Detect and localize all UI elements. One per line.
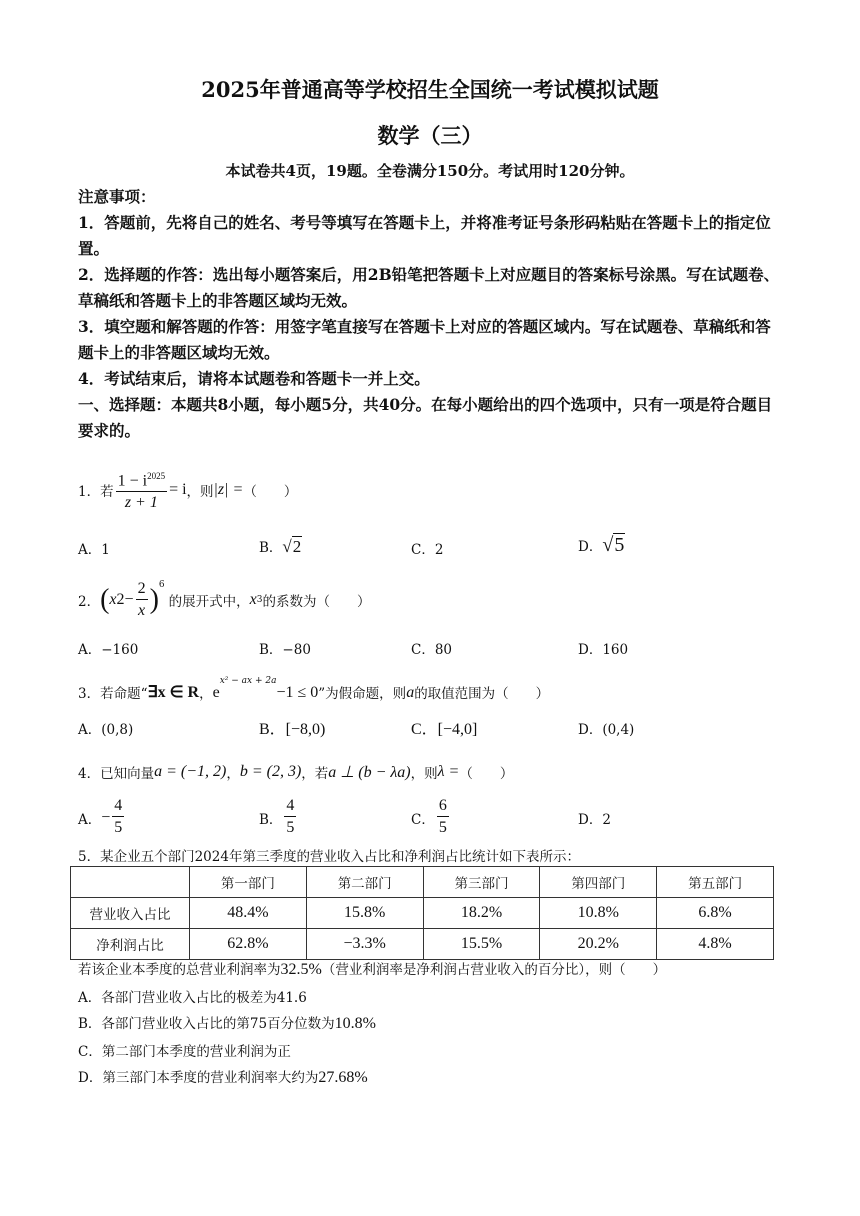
table-cell: −3.3% xyxy=(306,929,423,960)
q4-option-d[interactable]: D．2 xyxy=(578,812,611,828)
q4-option-b-num: 4 xyxy=(284,796,296,817)
q2-minus: − xyxy=(124,591,134,608)
q1-option-d[interactable] xyxy=(578,534,625,557)
table-header-cell xyxy=(71,867,190,898)
table-header-cell: 第五部门 xyxy=(657,867,774,898)
q3-a: a xyxy=(406,684,415,701)
q1-option-b-label: B． xyxy=(259,540,283,556)
table-cell: 15.8% xyxy=(306,898,423,929)
q4-option-b[interactable] xyxy=(259,796,298,839)
q5-option-d-text: D．第三部门本季度的营业利润率大约为 xyxy=(78,1070,319,1086)
q4-option-c-fraction xyxy=(437,796,449,839)
q5-option-a[interactable]: A．各部门营业收入占比的极差为41.6 xyxy=(78,990,307,1006)
q1-abs: |z| = xyxy=(213,481,244,498)
q2-x3: x xyxy=(249,591,257,608)
q3-text-c: 的取值范围为（ ） xyxy=(414,686,550,702)
table-cell: 48.4% xyxy=(190,898,307,929)
note-item-4: 4．考试结束后，请将本试题卷和答题卡一并上交。 xyxy=(78,369,430,388)
q4-option-a-num: 4 xyxy=(112,796,124,817)
q4-option-c-num: 6 xyxy=(437,796,449,817)
q4-tail: （ ） xyxy=(459,766,514,782)
q3-option-c[interactable]: C．[−4,0] xyxy=(411,721,478,738)
q1-denominator: z + 1 xyxy=(124,494,158,512)
q2-fraction xyxy=(136,579,148,622)
q3-text-b: ”为假命题，则 xyxy=(318,686,407,702)
section-heading: 一、选择题：本题共8小题，每小题5分，共40分。在每小题给出的四个选项中，只有一项是符合题目要求的。 xyxy=(78,395,773,440)
q3-comma: ， xyxy=(199,686,213,702)
q5-option-b[interactable] xyxy=(78,1012,376,1033)
q1-option-a[interactable]: A．1 xyxy=(78,542,110,558)
q2-option-a[interactable]: A．−160 xyxy=(78,642,139,658)
q3-option-b[interactable]: B．[−8,0) xyxy=(259,721,326,738)
table-cell: 18.2% xyxy=(423,898,540,929)
q4-option-c-label: C． xyxy=(411,811,435,828)
question-4 xyxy=(78,762,513,782)
q5-cond-b: （营业利润率是净利润占营业收入的百分比），则（ ） xyxy=(321,962,667,978)
q4-condition: a ⊥ (b − λa) xyxy=(328,764,411,781)
q3-option-a[interactable]: A．(0,8) xyxy=(78,722,134,738)
q4-option-b-fraction xyxy=(284,796,296,839)
table-cell: 62.8% xyxy=(190,929,307,960)
table-cell: 20.2% xyxy=(540,929,657,960)
q4-text-b: ，若 xyxy=(301,766,329,782)
q2-option-d[interactable]: D．160 xyxy=(578,642,629,658)
q2-option-b[interactable]: B．−80 xyxy=(259,642,311,658)
q2-x3-exp: 3 xyxy=(256,595,263,605)
table-header-cell: 第一部门 xyxy=(190,867,307,898)
q4-option-a-sign: − xyxy=(101,808,111,826)
q3-e: e xyxy=(212,684,220,701)
table-header-cell: 第二部门 xyxy=(306,867,423,898)
table-row xyxy=(71,898,774,929)
q4-vector-a: a = (−1, 2) xyxy=(154,763,227,780)
q2-x: x xyxy=(109,591,117,608)
table-row xyxy=(71,929,774,960)
notes-block xyxy=(78,184,784,444)
q1-mid: ，则 xyxy=(186,484,214,500)
q3-option-d[interactable]: D．(0,4) xyxy=(578,722,635,738)
q1-equals: = i xyxy=(169,481,187,498)
table-header-cell: 第三部门 xyxy=(423,867,540,898)
notes-heading: 注意事项： xyxy=(78,187,156,206)
q2-power: 6 xyxy=(158,580,165,590)
q3-e-exp: x² − ax + 2a xyxy=(219,676,277,686)
q1-option-c[interactable]: C．2 xyxy=(411,542,444,558)
q5-option-b-value: 10.8% xyxy=(334,1015,376,1032)
note-item-1: 1．答题前，先将自己的姓名、考号等填写在答题卡上，并将准考证号条形码粘贴在答题卡上的指定位置。 xyxy=(78,213,771,258)
q2-close-paren: ) xyxy=(149,584,159,615)
q3-rest: −1 ≤ 0 xyxy=(276,684,319,701)
q4-option-c[interactable] xyxy=(411,796,451,839)
q1-fraction xyxy=(116,466,167,514)
q1-option-d-label: D． xyxy=(578,539,603,555)
q1-option-d-value: √5 xyxy=(602,534,625,556)
q1-tail: （ ） xyxy=(243,484,298,500)
q1-exponent: 2025 xyxy=(147,470,166,481)
q1-option-b-radicand: 2 xyxy=(292,537,302,556)
table-row-label: 营业收入占比 xyxy=(71,898,190,929)
table-cell: 6.8% xyxy=(657,898,774,929)
question-1 xyxy=(78,464,297,516)
q3-exists: ∃x ∈ R xyxy=(147,684,200,701)
q2-mid: 的展开式中， xyxy=(168,594,250,610)
q4-option-a-fraction xyxy=(112,796,124,839)
q4-option-a-den: 5 xyxy=(114,819,123,836)
q4-option-b-den: 5 xyxy=(286,819,295,836)
q1-numerator: 1 − i xyxy=(117,472,148,490)
table-row-label: 净利润占比 xyxy=(71,929,190,960)
note-item-2: 2．选择题的作答：选出每小题答案后，用2B铅笔把答题卡上对应题目的答案标号涂黑。写在试题卷、草稿纸和答题卡上的非答题区域均无效。 xyxy=(78,265,780,310)
page-title: 2025年普通高等学校招生全国统一考试模拟试题 xyxy=(201,77,659,102)
q4-option-a[interactable] xyxy=(78,796,126,839)
question-3 xyxy=(78,676,549,702)
q3-text-a: 3．若命题“ xyxy=(78,686,148,702)
q4-lambda: λ = xyxy=(437,763,460,780)
question-2 xyxy=(78,574,370,626)
question-5-stem: 5．某企业五个部门2024年第三季度的营业收入占比和净利润占比统计如下表所示： xyxy=(78,849,580,865)
q2-frac-den: x xyxy=(138,601,146,619)
q1-option-d-radicand: 5 xyxy=(614,534,625,556)
q1-option-b-value: √2 xyxy=(282,537,302,556)
exam-info: 本试卷共4页，19题。全卷满分150分。考试用时120分钟。 xyxy=(225,162,635,180)
q5-option-d-value: 27.68% xyxy=(318,1069,368,1086)
page-subtitle: 数学（三） xyxy=(377,123,483,148)
q4-sep: ， xyxy=(226,766,240,782)
q4-option-c-den: 5 xyxy=(438,819,447,836)
q4-vector-b: b = (2, 3) xyxy=(239,763,302,780)
department-table xyxy=(70,866,774,960)
q2-x-exp: 2 xyxy=(116,591,125,608)
q2-prefix: 2． xyxy=(78,594,101,610)
q5-rate: 32.5% xyxy=(280,961,322,978)
q2-option-c[interactable]: C．80 xyxy=(411,642,453,658)
q2-open-paren: ( xyxy=(100,584,110,615)
q5-cond-a: 若该企业本季度的总营业利润率为 xyxy=(78,962,281,978)
table-cell: 10.8% xyxy=(540,898,657,929)
table-cell: 15.5% xyxy=(423,929,540,960)
q4-option-a-label: A． xyxy=(78,811,102,828)
table-header-cell: 第四部门 xyxy=(540,867,657,898)
note-item-3: 3．填空题和解答题的作答：用签字笔直接写在答题卡上对应的答题区域内。写在试题卷、草稿纸和答题卡上的非答题区域均无效。 xyxy=(78,317,771,362)
q5-option-c[interactable]: C．第二部门本季度的营业利润为正 xyxy=(78,1044,291,1060)
q4-option-b-label: B． xyxy=(259,811,283,828)
q1-prefix: 1．若 xyxy=(78,484,114,500)
table-cell: 4.8% xyxy=(657,929,774,960)
q2-frac-num: 2 xyxy=(136,579,148,600)
q4-text-c: ，则 xyxy=(410,766,438,782)
q5-option-b-text: B．各部门营业收入占比的第75百分位数为 xyxy=(78,1016,335,1032)
question-5-condition xyxy=(78,958,666,979)
table-header-row xyxy=(71,867,774,898)
q5-option-d[interactable] xyxy=(78,1066,368,1087)
q4-text-a: 4．已知向量 xyxy=(78,766,155,782)
q2-tail: 的系数为（ ） xyxy=(262,594,371,610)
q1-option-b[interactable] xyxy=(259,536,302,557)
